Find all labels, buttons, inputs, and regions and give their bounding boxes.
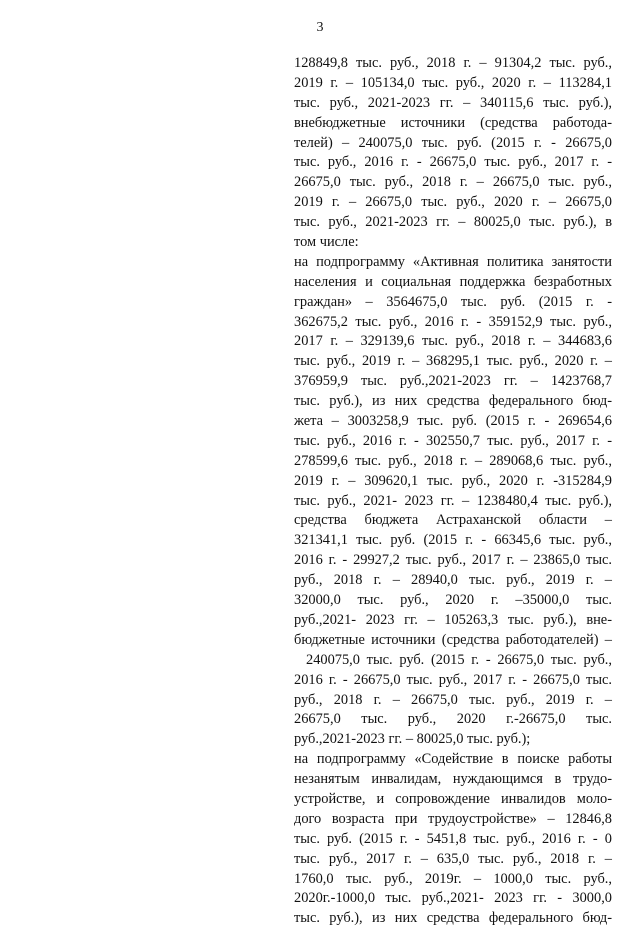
text-line: 240075,0 тыс. руб. (2015 г. - 26675,0 тыс. руб., bbox=[306, 651, 612, 668]
text-line: дого возраста при трудоустройстве» – 12846,8 bbox=[294, 810, 612, 827]
text-line: 376959,9 тыс. руб.,2021-2023 гг. – 1423768,7 bbox=[294, 373, 612, 390]
text-line: незанятым инвалидам, нуждающимся в трудо- bbox=[294, 771, 612, 788]
text-line: тыс. руб., 2019 г. – 368295,1 тыс. руб., 2020 г. – bbox=[294, 353, 612, 370]
text-line: 321341,1 тыс. руб. (2015 г. - 66345,6 тыс. руб., bbox=[294, 532, 612, 549]
text-line: руб., 2018 г. – 26675,0 тыс. руб., 2019 г. – bbox=[294, 691, 612, 708]
text-line: тыс. руб.), из них средства федерального бюд- bbox=[294, 910, 612, 927]
text-line: телей) – 240075,0 тыс. руб. (2015 г. - 26675,0 bbox=[294, 134, 612, 151]
page-number: 3 bbox=[316, 20, 324, 35]
text-line: 2019 г. – 105134,0 тыс. руб., 2020 г. – 113284,1 bbox=[294, 74, 612, 91]
text-line: средства бюджета Астраханской области – bbox=[294, 512, 612, 529]
text-line: тыс. руб., 2021- 2023 гг. – 1238480,4 тыс. руб.), bbox=[294, 492, 612, 509]
text-line: 26675,0 тыс. руб., 2020 г.-26675,0 тыс. bbox=[294, 711, 612, 728]
text-line: 2017 г. – 329139,6 тыс. руб., 2018 г. – 344683,6 bbox=[294, 333, 612, 350]
text-line: 2016 г. - 29927,2 тыс. руб., 2017 г. – 23865,0 тыс. bbox=[294, 552, 612, 569]
text-line: том числе: bbox=[294, 234, 359, 251]
text-line: 128849,8 тыс. руб., 2018 г. – 91304,2 тыс. руб., bbox=[294, 55, 612, 71]
text-line: 362675,2 тыс. руб., 2016 г. - 359152,9 тыс. руб., bbox=[294, 313, 612, 330]
text-line: тыс. руб., 2016 г. - 26675,0 тыс. руб., 2017 г. - bbox=[294, 154, 612, 171]
text-line: 2020г.-1000,0 тыс. руб.,2021- 2023 гг. - 3000,0 bbox=[294, 890, 612, 907]
text-line: тыс. руб.), из них средства федерального бюд- bbox=[294, 393, 612, 410]
text-line: устройстве, и сопровождение инвалидов моло- bbox=[294, 790, 612, 807]
text-line: жета – 3003258,9 тыс. руб. (2015 г. - 269654,6 bbox=[294, 413, 612, 430]
text-line: 26675,0 тыс. руб., 2018 г. – 26675,0 тыс. руб., bbox=[294, 174, 612, 191]
text-line: тыс. руб. (2015 г. - 5451,8 тыс. руб., 2016 г. - 0 bbox=[294, 830, 612, 847]
text-line: тыс. руб., 2017 г. – 635,0 тыс. руб., 2018 г. – bbox=[294, 850, 612, 867]
text-line: 278599,6 тыс. руб., 2018 г. – 289068,6 тыс. руб., bbox=[294, 452, 612, 469]
text-line: руб., 2018 г. – 28940,0 тыс. руб., 2019 г. – bbox=[294, 572, 612, 589]
document-body bbox=[294, 54, 612, 929]
text-line: на подпрограмму «Содействие в поиске работы bbox=[294, 751, 612, 768]
text-line: руб.,2021-2023 гг. – 80025,0 тыс. руб.); bbox=[294, 731, 531, 748]
text-line: тыс. руб., 2016 г. - 302550,7 тыс. руб., 2017 г. - bbox=[294, 432, 612, 449]
text-line: внебюджетные источники (средства работода- bbox=[294, 114, 612, 131]
text-line: 2019 г. – 26675,0 тыс. руб., 2020 г. – 26675,0 bbox=[294, 194, 612, 211]
text-line: тыс. руб., 2021-2023 гг. – 80025,0 тыс. руб.), в bbox=[294, 214, 612, 231]
text-line: бюджетные источники (средства работодателей) – bbox=[294, 631, 612, 648]
text-line: 2016 г. - 26675,0 тыс. руб., 2017 г. - 26675,0 тыс. bbox=[294, 671, 612, 688]
text-line: 32000,0 тыс. руб., 2020 г. –35000,0 тыс. bbox=[294, 592, 612, 609]
text-line: на подпрограмму «Активная политика занятости bbox=[294, 253, 612, 270]
text-line: 1760,0 тыс. руб., 2019г. – 1000,0 тыс. руб., bbox=[294, 870, 612, 887]
text-line: тыс. руб., 2021-2023 гг. – 340115,6 тыс. руб.), bbox=[294, 94, 612, 111]
text-line: населения и социальная поддержка безработных bbox=[294, 273, 612, 290]
text-line: граждан» – 3564675,0 тыс. руб. (2015 г. - bbox=[294, 293, 612, 310]
text-line: 2019 г. – 309620,1 тыс. руб., 2020 г. -315284,9 bbox=[294, 472, 612, 489]
text-line: руб.,2021- 2023 гг. – 105263,3 тыс. руб.), вне- bbox=[294, 611, 612, 628]
